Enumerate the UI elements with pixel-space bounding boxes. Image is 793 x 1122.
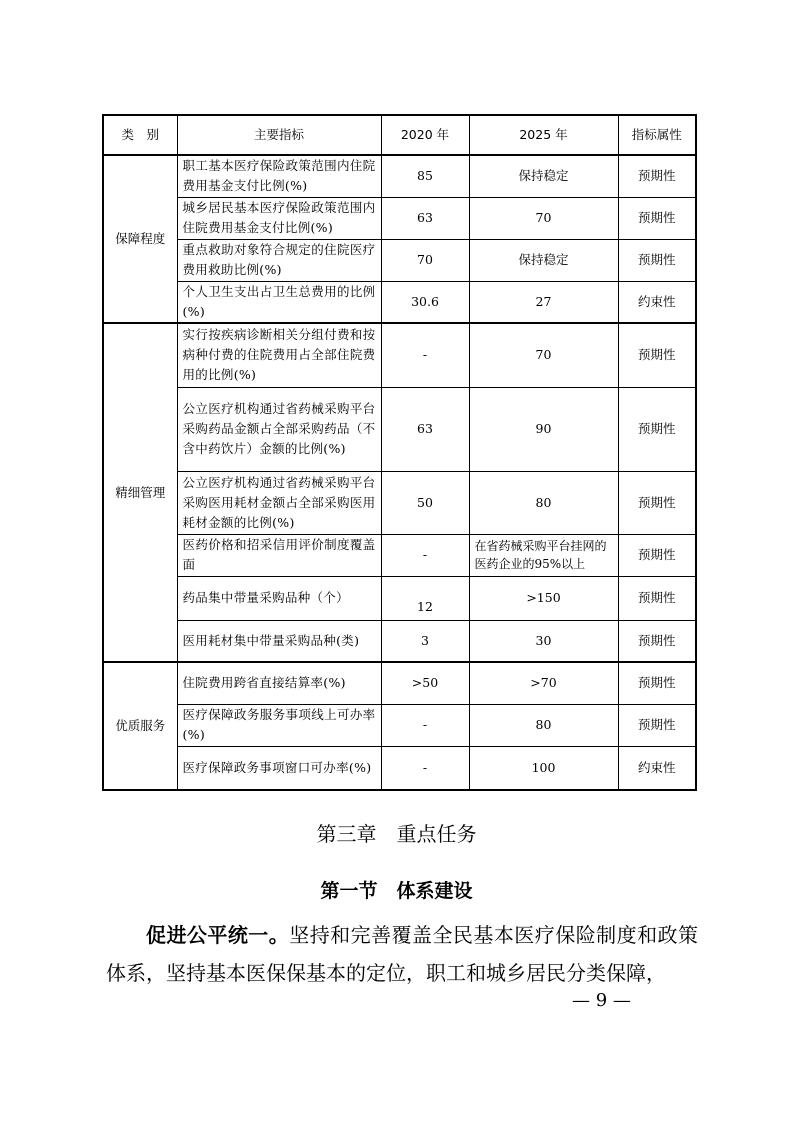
indicator-cell: 城乡居民基本医疗保险政策范围内住院费用基金支付比例(%) [177, 197, 381, 239]
attribute-cell: 预期性 [618, 620, 696, 662]
indicator-cell: 实行按疾病诊断相关分组付费和按病种付费的住院费用占全部住院费用的比例(%) [177, 323, 381, 387]
attribute-cell: 预期性 [618, 576, 696, 620]
value-2020-cell: 63 [381, 197, 469, 239]
table-row [103, 155, 696, 197]
table-row [103, 704, 696, 746]
paragraph-text: 坚持和完善覆盖全民基本医疗保险制度和政策体系，坚持基本医保保基本的定位，职工和城乡居民分类保障， [106, 923, 699, 985]
value-2025-cell: 70 [469, 323, 618, 387]
value-2025-cell: 保持稳定 [469, 239, 618, 281]
header-attribute: 指标属性 [618, 115, 696, 155]
attribute-cell: 预期性 [618, 155, 696, 197]
indicator-cell: 公立医疗机构通过省药械采购平台采购药品金额占全部采购药品（不含中药饮片）金额的比例(%) [177, 387, 381, 471]
header-indicator: 主要指标 [177, 115, 381, 155]
value-2025-cell: 70 [469, 197, 618, 239]
value-2025-cell: 30 [469, 620, 618, 662]
value-2025-cell: 100 [469, 746, 618, 790]
value-2020-cell: - [381, 746, 469, 790]
header-category: 类 别 [103, 115, 177, 155]
value-2020-cell: 3 [381, 620, 469, 662]
chapter-title: 第三章 重点任务 [316, 822, 477, 846]
attribute-cell: 预期性 [618, 662, 696, 704]
indicator-cell: 个人卫生支出占卫生总费用的比例(%) [177, 281, 381, 323]
header-2020: 2020 年 [381, 115, 469, 155]
value-2025-cell: 90 [469, 387, 618, 471]
table-row [103, 576, 696, 620]
value-2020-cell: 12 [381, 576, 469, 620]
indicator-cell: 住院费用跨省直接结算率(%) [177, 662, 381, 704]
value-2020-cell: 50 [381, 471, 469, 534]
indicator-cell: 医用耗材集中带量采购品种(类) [177, 620, 381, 662]
attribute-cell: 预期性 [618, 387, 696, 471]
table-row [103, 534, 696, 576]
indicator-cell: 医疗保障政务事项窗口可办率(%) [177, 746, 381, 790]
indicator-cell: 药品集中带量采购品种（个） [177, 576, 381, 620]
table-row [103, 620, 696, 662]
indicator-cell: 职工基本医疗保险政策范围内住院费用基金支付比例(%) [177, 155, 381, 197]
page-number: — 9 — [572, 990, 631, 1011]
table-row [103, 323, 696, 387]
value-2020-cell: - [381, 534, 469, 576]
table-row [103, 387, 696, 471]
attribute-cell: 约束性 [618, 281, 696, 323]
value-2020-cell: - [381, 323, 469, 387]
value-2020-cell: 63 [381, 387, 469, 471]
table-row [103, 471, 696, 534]
attribute-cell: 预期性 [618, 534, 696, 576]
category-cell: 精细管理 [103, 323, 177, 662]
attribute-cell: 约束性 [618, 746, 696, 790]
indicator-table [102, 114, 697, 791]
indicator-cell: 医药价格和招采信用评价制度覆盖面 [177, 534, 381, 576]
value-2025-cell: >70 [469, 662, 618, 704]
value-2020-cell: 70 [381, 239, 469, 281]
attribute-cell: 预期性 [618, 704, 696, 746]
value-2025-cell: 80 [469, 471, 618, 534]
category-cell: 优质服务 [103, 662, 177, 790]
section-title: 第一节 体系建设 [320, 880, 473, 902]
value-2025-cell: >150 [469, 576, 618, 620]
table-header-row [103, 115, 696, 155]
indicator-cell: 公立医疗机构通过省药械采购平台采购医用耗材金额占全部采购医用耗材金额的比例(%) [177, 471, 381, 534]
table-row [103, 662, 696, 704]
category-cell: 保障程度 [103, 155, 177, 323]
indicator-cell: 重点救助对象符合规定的住院医疗费用救助比例(%) [177, 239, 381, 281]
attribute-cell: 预期性 [618, 323, 696, 387]
table-row [103, 281, 696, 323]
value-2020-cell: >50 [381, 662, 469, 704]
table-row [103, 197, 696, 239]
table-row [103, 746, 696, 790]
value-2025-cell: 保持稳定 [469, 155, 618, 197]
value-2025-cell: 80 [469, 704, 618, 746]
value-2025-cell: 在省药械采购平台挂网的医药企业的95%以上 [469, 534, 618, 576]
header-2025: 2025 年 [469, 115, 618, 155]
table-row [103, 239, 696, 281]
paragraph-lead: 促进公平统一。 [146, 923, 290, 947]
attribute-cell: 预期性 [618, 239, 696, 281]
indicator-cell: 医疗保障政务服务事项线上可办率(%) [177, 704, 381, 746]
attribute-cell: 预期性 [618, 471, 696, 534]
body-paragraph [106, 916, 698, 992]
value-2025-cell: 27 [469, 281, 618, 323]
value-2020-cell: 85 [381, 155, 469, 197]
value-2020-cell: 30.6 [381, 281, 469, 323]
value-2020-cell: - [381, 704, 469, 746]
attribute-cell: 预期性 [618, 197, 696, 239]
